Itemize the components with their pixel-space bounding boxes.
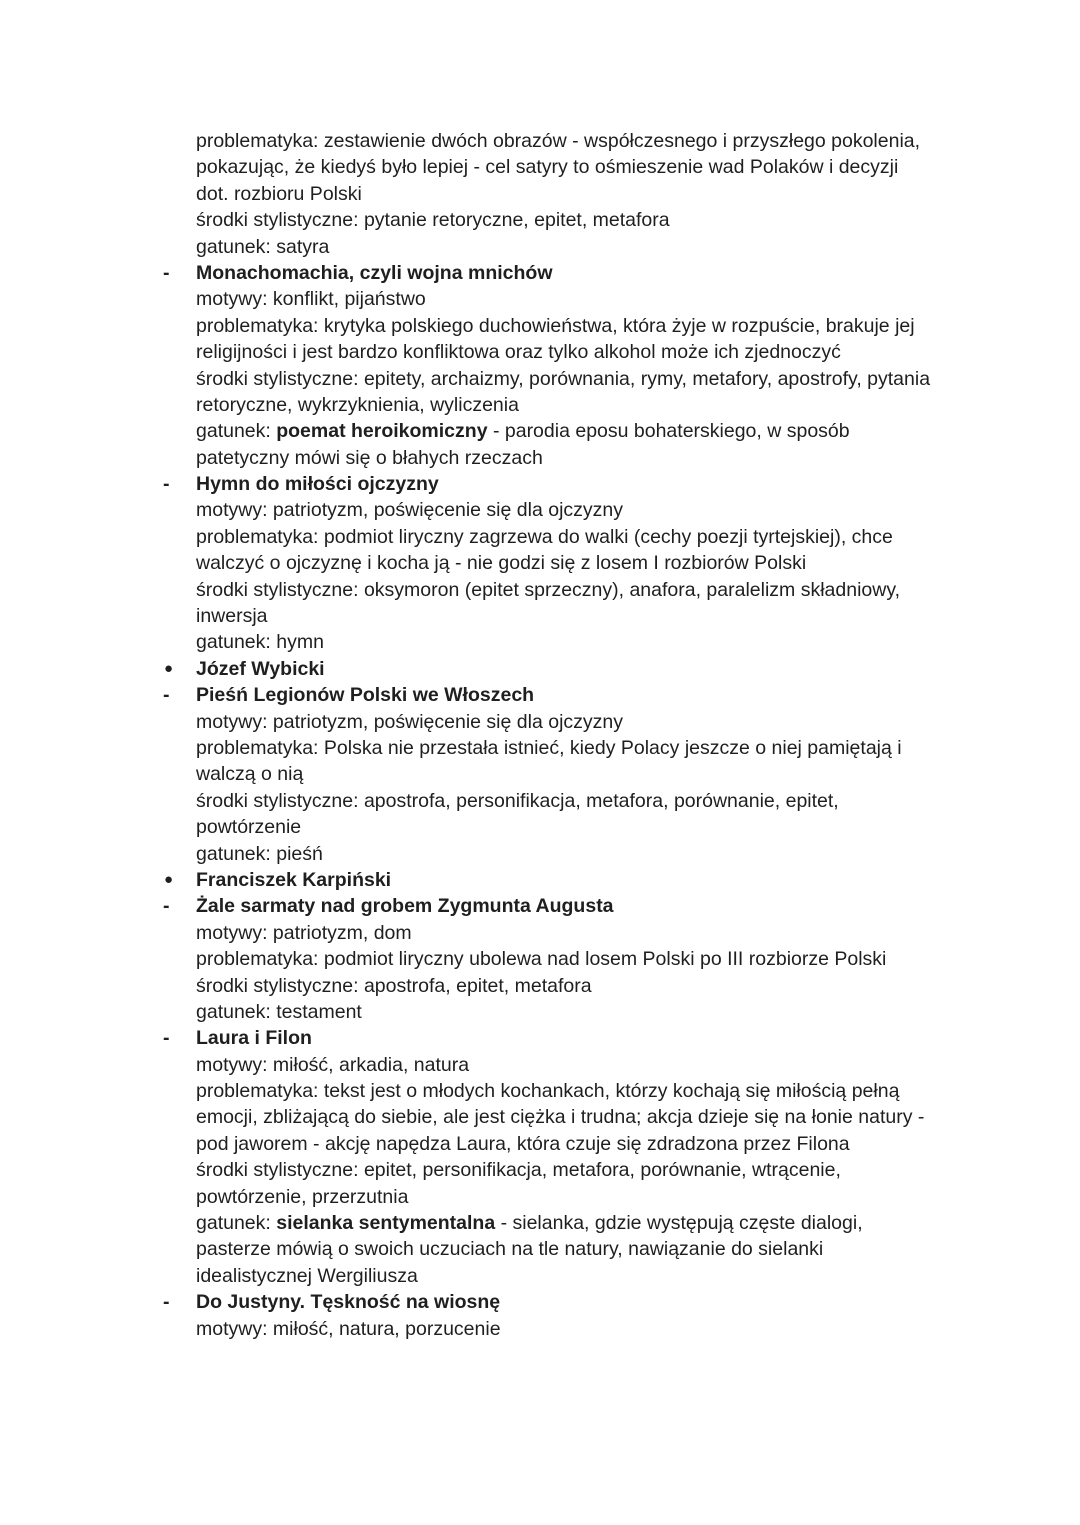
genre-line xyxy=(0,418,1080,444)
dash-marker: - xyxy=(163,1291,170,1314)
work-title-item xyxy=(0,260,1080,286)
work-title: Hymn do miłości ojczyzny xyxy=(196,473,439,496)
genre-name: sielanka sentymentalna xyxy=(276,1212,496,1235)
text-line: motywy: miłość, natura, porzucenie xyxy=(196,1317,501,1340)
bullet-icon: ● xyxy=(164,870,174,888)
dash-marker: - xyxy=(163,261,170,284)
text-line: pokazując, że kiedyś było lepiej - cel satyry to ośmieszenie wad Polaków i decyzji xyxy=(196,156,899,179)
genre-label: gatunek: xyxy=(196,1212,277,1235)
genre-description: - sielanka, gdzie występują częste dialogi, xyxy=(495,1212,863,1235)
text-line: pod jaworem - akcję napędza Laura, która czuje się zdradzona przez Filona xyxy=(196,1132,850,1155)
text-line: środki stylistyczne: epitety, archaizmy, porównania, rymy, metafory, apostrofy, pytania xyxy=(196,367,931,390)
text-line: emocji, zbliżającą do siebie, ale jest ciężka i trudna; akcja dzieje się na łonie natury - xyxy=(196,1106,925,1129)
text-line: środki stylistyczne: apostrofa, epitet, metafora xyxy=(196,974,592,997)
work-title: Żale sarmaty nad grobem Zygmunta Augusta xyxy=(196,895,614,918)
author-name: Franciszek Karpiński xyxy=(196,868,392,891)
dash-marker: - xyxy=(163,895,170,918)
work-title-item xyxy=(0,471,1080,497)
genre-label: gatunek: xyxy=(196,420,277,443)
text-line: problematyka: Polska nie przestała istnieć, kiedy Polacy jeszcze o niej pamiętają i xyxy=(196,736,902,759)
genre-description: - parodia eposu bohaterskiego, w sposób xyxy=(487,420,850,443)
text-line: gatunek: pieśń xyxy=(196,842,323,865)
bullet-icon: ● xyxy=(164,659,174,677)
text-line: środki stylistyczne: apostrofa, personifikacja, metafora, porównanie, epitet, xyxy=(196,789,839,812)
author-item xyxy=(0,656,1080,682)
text-line: motywy: patriotyzm, dom xyxy=(196,921,412,944)
author-item xyxy=(0,867,1080,893)
work-title: Pieśń Legionów Polski we Włoszech xyxy=(196,684,535,707)
text-line: religijności i jest bardzo konfliktowa oraz tylko alkohol może ich zjednoczyć xyxy=(196,341,841,364)
text-line: inwersja xyxy=(196,605,268,628)
document-page xyxy=(0,128,1080,1342)
text-line: problematyka: podmiot liryczny zagrzewa do walki (cechy poezji tyrtejskiej), chce xyxy=(196,525,893,548)
genre-line xyxy=(0,1210,1080,1236)
text-line: motywy: konflikt, pijaństwo xyxy=(196,288,426,311)
text-line: problematyka: podmiot liryczny ubolewa nad losem Polski po III rozbiorze Polski xyxy=(196,948,887,971)
text-line: środki stylistyczne: pytanie retoryczne, epitet, metafora xyxy=(196,209,670,232)
text-line: motywy: patriotyzm, poświęcenie się dla ojczyzny xyxy=(196,710,623,733)
dash-marker: - xyxy=(163,684,170,707)
text-line: problematyka: zestawienie dwóch obrazów - współczesnego i przyszłego pokolenia, xyxy=(196,130,921,152)
text-line: problematyka: krytyka polskiego duchowieństwa, która żyje w rozpuście, brakuje jej xyxy=(196,314,915,337)
genre-name: poemat heroikomiczny xyxy=(276,420,488,443)
work-title-item xyxy=(0,893,1080,919)
text-line: idealistycznej Wergiliusza xyxy=(196,1264,418,1287)
text-line: pasterze mówią o swoich uczuciach na tle natury, nawiązanie do sielanki xyxy=(196,1238,824,1261)
author-name: Józef Wybicki xyxy=(196,657,325,680)
work-title-item xyxy=(0,1025,1080,1051)
text-line: motywy: patriotyzm, poświęcenie się dla ojczyzny xyxy=(196,499,623,522)
work-title: Do Justyny. Tęskność na wiosnę xyxy=(196,1291,501,1314)
text-line: retoryczne, wykrzyknienia, wyliczenia xyxy=(196,393,519,416)
text-line: powtórzenie, przerzutnia xyxy=(196,1185,409,1208)
text-line: patetyczny mówi się o błahych rzeczach xyxy=(196,446,543,469)
work-title-item xyxy=(0,1289,1080,1315)
text-line: powtórzenie xyxy=(196,816,302,839)
text-line: gatunek: testament xyxy=(196,1000,362,1023)
work-title-item xyxy=(0,682,1080,708)
text-line: walczyć o ojczyznę i kocha ją - nie godzi się z losem I rozbiorów Polski xyxy=(196,552,807,575)
dash-marker: - xyxy=(163,473,170,496)
dash-marker: - xyxy=(163,1027,170,1050)
text-line: gatunek: hymn xyxy=(196,631,324,654)
text-line: dot. rozbioru Polski xyxy=(196,182,362,205)
text-line: gatunek: satyra xyxy=(196,235,330,258)
text-line: problematyka: tekst jest o młodych kochankach, którzy kochają się miłością pełną xyxy=(196,1080,900,1103)
work-title: Monachomachia, czyli wojna mnichów xyxy=(196,261,553,284)
text-line: motywy: miłość, arkadia, natura xyxy=(196,1053,470,1076)
text-line: środki stylistyczne: oksymoron (epitet sprzeczny), anafora, paralelizm składniowy, xyxy=(196,578,901,601)
text-line: walczą o nią xyxy=(196,763,304,786)
text-line: środki stylistyczne: epitet, personifikacja, metafora, porównanie, wtrącenie, xyxy=(196,1159,841,1182)
work-title: Laura i Filon xyxy=(196,1027,312,1050)
